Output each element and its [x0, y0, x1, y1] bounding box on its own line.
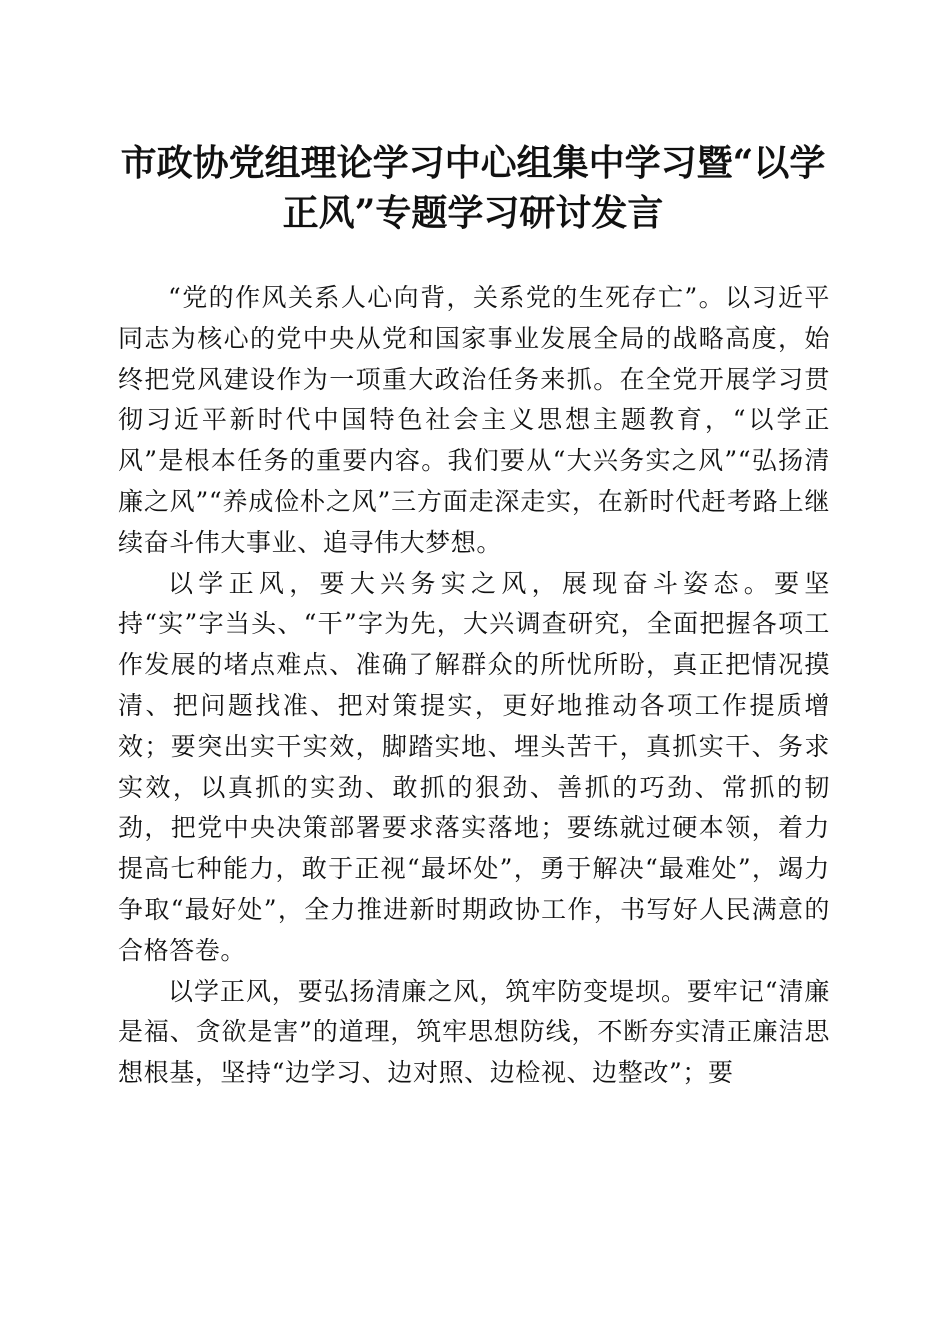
paragraph-intro: “党的作风关系人心向背，关系党的生死存亡”。以习近平同志为核心的党中央从党和国家事业发展全局的战略高度，始终把党风建设作为一项重大政治任务来抓。在全党开展学习贯彻习近平新时代中国特色社会主义思想主题教育，“以学正风”是根本任务的重要内容。我们要从“大兴务实之风”“弘扬清廉之风”“养成俭朴之风”三方面走深走实，在新时代赶考路上继续奋斗伟大事业、追寻伟大梦想。 [118, 283, 830, 557]
document-title [108, 138, 838, 238]
document-body [118, 278, 830, 1094]
title-line-2: 正风”专题学习研讨发言 [282, 192, 664, 234]
title-line-1: 市政协党组理论学习中心组集中学习暨“以学 [120, 142, 826, 184]
paragraph-clean-style: 以学正风，要弘扬清廉之风，筑牢防变堤坝。要牢记“清廉是福、贪欲是害”的道理，筑牢思想防线，不断夯实清正廉洁思想根基，坚持“边学习、边对照、边检视、边整改”；要 [118, 976, 830, 1088]
paragraph-pragmatic-style: 以学正风，要大兴务实之风，展现奋斗姿态。要坚持“实”字当头、“干”字为先，大兴调查研究，全面把握各项工作发展的堵点难点、准确了解群众的所忧所盼，真正把情况摸清、把问题找准、把对策提实，更好地推动各项工作提质增效；要突出实干实效，脚踏实地、埋头苦干，真抓实干、务求实效，以真抓的实劲、敢抓的狠劲、善抓的巧劲、常抓的韧劲，把党中央决策部署要求落实落地；要练就过硬本领，着力提高七种能力，敢于正视“最坏处”，勇于解决“最难处”，竭力争取“最好处”，全力推进新时期政协工作，书写好人民满意的合格答卷。 [118, 568, 830, 965]
